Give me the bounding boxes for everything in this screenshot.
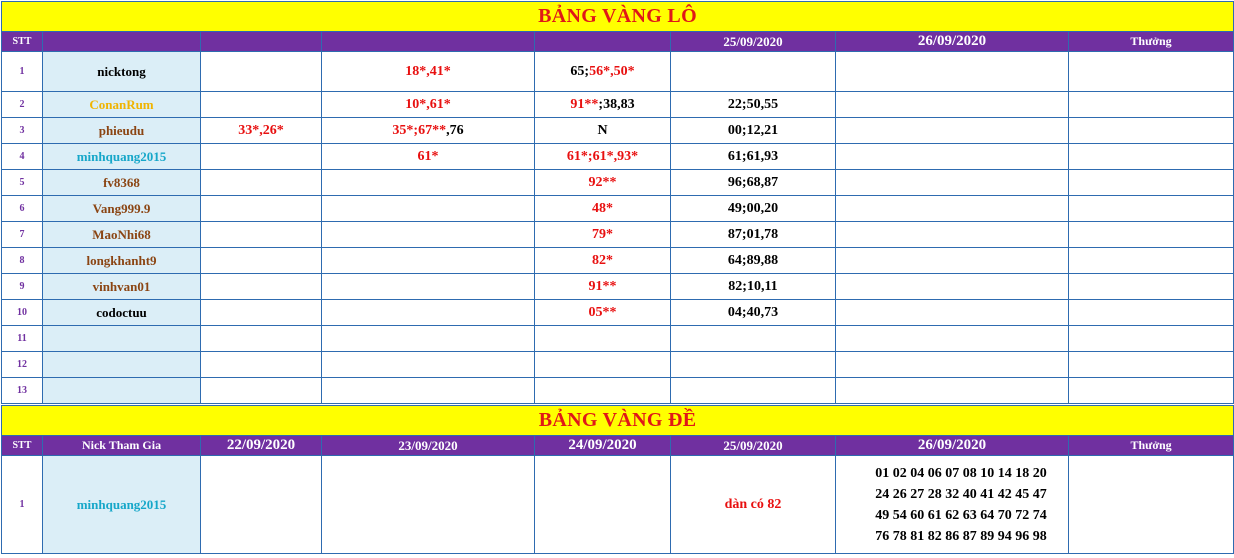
cell-text: 7 [19, 229, 25, 240]
cell-text: 91** [570, 96, 599, 112]
lo-row-date-25[interactable] [671, 248, 836, 274]
cell-text: 56*,50* [589, 63, 635, 79]
cell-text: Vang999.9 [92, 200, 151, 216]
lo-row-date-26[interactable] [836, 222, 1069, 248]
cell-text: 82* [592, 252, 613, 268]
de-header-date-25[interactable]: 25/09/2020 [671, 436, 836, 456]
de-row-reward[interactable] [1069, 456, 1234, 554]
lo-row-nick[interactable] [43, 118, 201, 144]
lo-row [2, 52, 1234, 92]
lo-row-stt[interactable] [2, 326, 43, 352]
de-row-date-22[interactable] [201, 456, 322, 554]
lo-row-date-26[interactable] [836, 118, 1069, 144]
lo-row-c2[interactable] [322, 378, 535, 404]
cell-text: longkhanht9 [86, 252, 157, 268]
lo-row-c3[interactable] [535, 248, 671, 274]
lo-row-c1[interactable] [201, 52, 322, 92]
lo-row-c1[interactable] [201, 144, 322, 170]
de-table [1, 405, 1234, 554]
lo-row-nick[interactable] [43, 326, 201, 352]
lo-row-stt[interactable] [2, 352, 43, 378]
cell-text: ;38,83 [598, 96, 635, 112]
cell-text: 35*;67** [392, 122, 447, 138]
lo-row-date-26[interactable] [836, 196, 1069, 222]
cell-text: 92** [588, 174, 617, 190]
lo-row-c1[interactable] [201, 326, 322, 352]
de-number-line: 24 26 27 28 32 40 41 42 45 47 [875, 486, 1047, 502]
cell-text: 18*,41* [405, 63, 451, 79]
de-row-date-26[interactable] [836, 456, 1069, 554]
lo-row-stt[interactable] [2, 274, 43, 300]
lo-row-reward[interactable] [1069, 144, 1234, 170]
lo-header-nick[interactable] [43, 32, 201, 52]
lo-header-row [2, 32, 1234, 52]
cell-text: 13 [17, 385, 27, 396]
cell-text: nicktong [97, 63, 146, 79]
de-row-stt[interactable]: 1 [2, 456, 43, 554]
lo-row-c3[interactable] [535, 196, 671, 222]
lo-row-c3[interactable] [535, 274, 671, 300]
de-header-date-26[interactable]: 26/09/2020 [836, 436, 1069, 456]
lo-row-c2[interactable] [322, 52, 535, 92]
cell-text: 91** [588, 278, 617, 294]
de-header-nick[interactable]: Nick Tham Gia [43, 436, 201, 456]
lo-row-nick[interactable] [43, 222, 201, 248]
lo-row-c2[interactable] [322, 92, 535, 118]
de-header-row [2, 436, 1234, 456]
cell-text: 11 [17, 333, 27, 344]
lo-row-reward[interactable] [1069, 378, 1234, 404]
cell-text: fv8368 [103, 174, 140, 190]
lo-row-stt[interactable] [2, 248, 43, 274]
lo-row-date-26[interactable] [836, 52, 1069, 92]
lo-row-date-25[interactable] [671, 300, 836, 326]
lo-row-date-26[interactable] [836, 326, 1069, 352]
lo-header-stt[interactable]: STT [2, 32, 43, 52]
lo-row-c1[interactable] [201, 92, 322, 118]
lo-row [2, 92, 1234, 118]
lo-row-nick[interactable] [43, 300, 201, 326]
lo-row-c3[interactable] [535, 144, 671, 170]
lo-row-stt[interactable] [2, 378, 43, 404]
lo-row-date-25[interactable] [671, 52, 836, 92]
cell-text: 12 [17, 359, 27, 370]
lo-row-nick[interactable] [43, 352, 201, 378]
lo-row-reward[interactable] [1069, 92, 1234, 118]
lo-row [2, 170, 1234, 196]
lo-row-reward[interactable] [1069, 352, 1234, 378]
cell-text: 00;12,21 [727, 122, 779, 138]
lo-row-c2[interactable] [322, 352, 535, 378]
lo-table [1, 1, 1234, 404]
lo-row-c2[interactable] [322, 118, 535, 144]
lo-row-nick[interactable] [43, 92, 201, 118]
cell-text: 9 [19, 281, 25, 292]
lo-row-date-25[interactable] [671, 92, 836, 118]
lo-row-c3[interactable] [535, 352, 671, 378]
lo-row-stt[interactable] [2, 92, 43, 118]
lo-row-c2[interactable] [322, 274, 535, 300]
cell-text: 49;00,20 [727, 200, 779, 216]
lo-row-date-26[interactable] [836, 274, 1069, 300]
lo-row-c3[interactable] [535, 326, 671, 352]
de-header-date-24[interactable]: 24/09/2020 [535, 436, 671, 456]
lo-row-nick[interactable] [43, 274, 201, 300]
cell-text: ,76 [446, 122, 464, 138]
lo-row-date-25[interactable] [671, 196, 836, 222]
lo-row-date-25[interactable] [671, 144, 836, 170]
de-row-nick[interactable]: minhquang2015 [43, 456, 201, 554]
lo-row-date-26[interactable] [836, 352, 1069, 378]
lo-header-reward[interactable]: Thưởng [1069, 32, 1234, 52]
lo-header-c3[interactable] [535, 32, 671, 52]
cell-text: 87;01,78 [727, 226, 779, 242]
lo-row-nick[interactable] [43, 248, 201, 274]
lo-row-c1[interactable] [201, 300, 322, 326]
lo-row [2, 326, 1234, 352]
lo-row-nick[interactable] [43, 170, 201, 196]
lo-row-c1[interactable] [201, 118, 322, 144]
de-number-line: 49 54 60 61 62 63 64 70 72 74 [875, 507, 1047, 523]
lo-row [2, 378, 1234, 404]
lo-row-date-26[interactable] [836, 378, 1069, 404]
lo-row-c1[interactable] [201, 196, 322, 222]
cell-text: 33*,26* [238, 122, 284, 138]
cell-text: codoctuu [96, 304, 147, 320]
lo-row-nick[interactable] [43, 196, 201, 222]
lo-row-date-26[interactable] [836, 92, 1069, 118]
lo-row-reward[interactable] [1069, 52, 1234, 92]
lo-row-c2[interactable] [322, 144, 535, 170]
lo-row-c1[interactable] [201, 352, 322, 378]
cell-text: MaoNhi68 [92, 226, 151, 242]
lo-row-c3[interactable] [535, 92, 671, 118]
lo-row-stt[interactable] [2, 52, 43, 92]
cell-text: N [597, 122, 608, 138]
lo-row-c1[interactable] [201, 274, 322, 300]
cell-text: vinhvan01 [92, 278, 151, 294]
lo-row-date-26[interactable] [836, 248, 1069, 274]
de-row-date-23[interactable] [322, 456, 535, 554]
lo-row-c2[interactable] [322, 196, 535, 222]
lo-row-reward[interactable] [1069, 196, 1234, 222]
lo-row-date-26[interactable] [836, 170, 1069, 196]
cell-text: 10 [17, 307, 27, 318]
lo-header-c2[interactable] [322, 32, 535, 52]
cell-text: 04;40,73 [727, 304, 779, 320]
lo-row-c1[interactable] [201, 222, 322, 248]
lo-row-reward[interactable] [1069, 326, 1234, 352]
de-header-stt[interactable]: STT [2, 436, 43, 456]
lo-title[interactable]: BẢNG VÀNG LÔ [2, 2, 1234, 32]
de-title[interactable]: BẢNG VÀNG ĐỀ [2, 406, 1234, 436]
lo-header-c1[interactable] [201, 32, 322, 52]
lo-row [2, 300, 1234, 326]
de-row-date-25[interactable]: dàn có 82 [671, 456, 836, 554]
cell-text: 65; [570, 63, 590, 79]
lo-row-nick[interactable] [43, 52, 201, 92]
lo-row-c3[interactable] [535, 222, 671, 248]
lo-row-date-26[interactable] [836, 144, 1069, 170]
lo-row-date-25[interactable] [671, 352, 836, 378]
lo-row-date-25[interactable] [671, 222, 836, 248]
de-number-line: 76 78 81 82 86 87 89 94 96 98 [875, 528, 1047, 544]
de-number-line: 01 02 04 06 07 08 10 14 18 20 [875, 465, 1047, 481]
lo-row-c3[interactable] [535, 118, 671, 144]
lo-row-c2[interactable] [322, 326, 535, 352]
de-header-date-22[interactable]: 22/09/2020 [201, 436, 322, 456]
cell-text: 48* [592, 200, 613, 216]
lo-row-nick[interactable] [43, 144, 201, 170]
lo-row-c1[interactable] [201, 248, 322, 274]
lo-row-stt[interactable] [2, 144, 43, 170]
lo-row-date-25[interactable] [671, 170, 836, 196]
cell-text: 61*;61*,93* [566, 148, 639, 164]
de-header-date-23[interactable]: 23/09/2020 [322, 436, 535, 456]
cell-text: 5 [19, 177, 25, 188]
lo-row [2, 196, 1234, 222]
cell-text: 96;68,87 [727, 174, 779, 190]
lo-header-date-26[interactable]: 26/09/2020 [836, 32, 1069, 52]
lo-row-nick[interactable] [43, 378, 201, 404]
cell-text: ConanRum [89, 96, 154, 112]
lo-row-c3[interactable] [535, 300, 671, 326]
lo-row-reward[interactable] [1069, 248, 1234, 274]
cell-text: minhquang2015 [76, 148, 167, 164]
lo-row-c1[interactable] [201, 378, 322, 404]
lo-row-c2[interactable] [322, 248, 535, 274]
cell-text: 3 [19, 125, 25, 136]
lo-row-date-25[interactable] [671, 326, 836, 352]
cell-text: 82;10,11 [728, 278, 778, 294]
lo-row-c3[interactable] [535, 52, 671, 92]
cell-text: 61;61,93 [727, 148, 779, 164]
lo-row-date-25[interactable] [671, 118, 836, 144]
lo-row-stt[interactable] [2, 170, 43, 196]
lo-row [2, 248, 1234, 274]
cell-text: 05** [588, 304, 617, 320]
lo-row [2, 222, 1234, 248]
lo-row-reward[interactable] [1069, 118, 1234, 144]
lo-row-stt[interactable] [2, 118, 43, 144]
lo-row-c1[interactable] [201, 170, 322, 196]
lo-row-stt[interactable] [2, 222, 43, 248]
cell-text: 61* [417, 148, 439, 164]
cell-text: 8 [19, 255, 25, 266]
cell-text: 22;50,55 [727, 96, 779, 112]
cell-text: 4 [19, 151, 25, 162]
cell-text: 79* [592, 226, 613, 242]
lo-row-stt[interactable] [2, 300, 43, 326]
lo-row-date-26[interactable] [836, 300, 1069, 326]
lo-row-c2[interactable] [322, 170, 535, 196]
cell-text: 10*,61* [405, 96, 451, 112]
lo-row-date-25[interactable] [671, 274, 836, 300]
lo-row-stt[interactable] [2, 196, 43, 222]
lo-row-reward[interactable] [1069, 170, 1234, 196]
lo-row-date-25[interactable] [671, 378, 836, 404]
de-row [2, 456, 1234, 554]
lo-row [2, 352, 1234, 378]
lo-row-reward[interactable] [1069, 274, 1234, 300]
cell-text: 2 [19, 99, 25, 110]
lo-row-c3[interactable] [535, 170, 671, 196]
cell-text: 6 [19, 203, 25, 214]
de-row-date-24[interactable] [535, 456, 671, 554]
lo-row-reward[interactable] [1069, 222, 1234, 248]
lo-header-date-25[interactable]: 25/09/2020 [671, 32, 836, 52]
lo-row-reward[interactable] [1069, 300, 1234, 326]
cell-text: 1 [19, 66, 25, 77]
de-header-reward[interactable]: Thưởng [1069, 436, 1234, 456]
lo-row-c2[interactable] [322, 300, 535, 326]
lo-row-c2[interactable] [322, 222, 535, 248]
lo-row [2, 144, 1234, 170]
cell-text: 64;89,88 [727, 252, 779, 268]
lo-row [2, 274, 1234, 300]
lo-row [2, 118, 1234, 144]
cell-text: phieudu [98, 122, 145, 138]
lo-row-c3[interactable] [535, 378, 671, 404]
